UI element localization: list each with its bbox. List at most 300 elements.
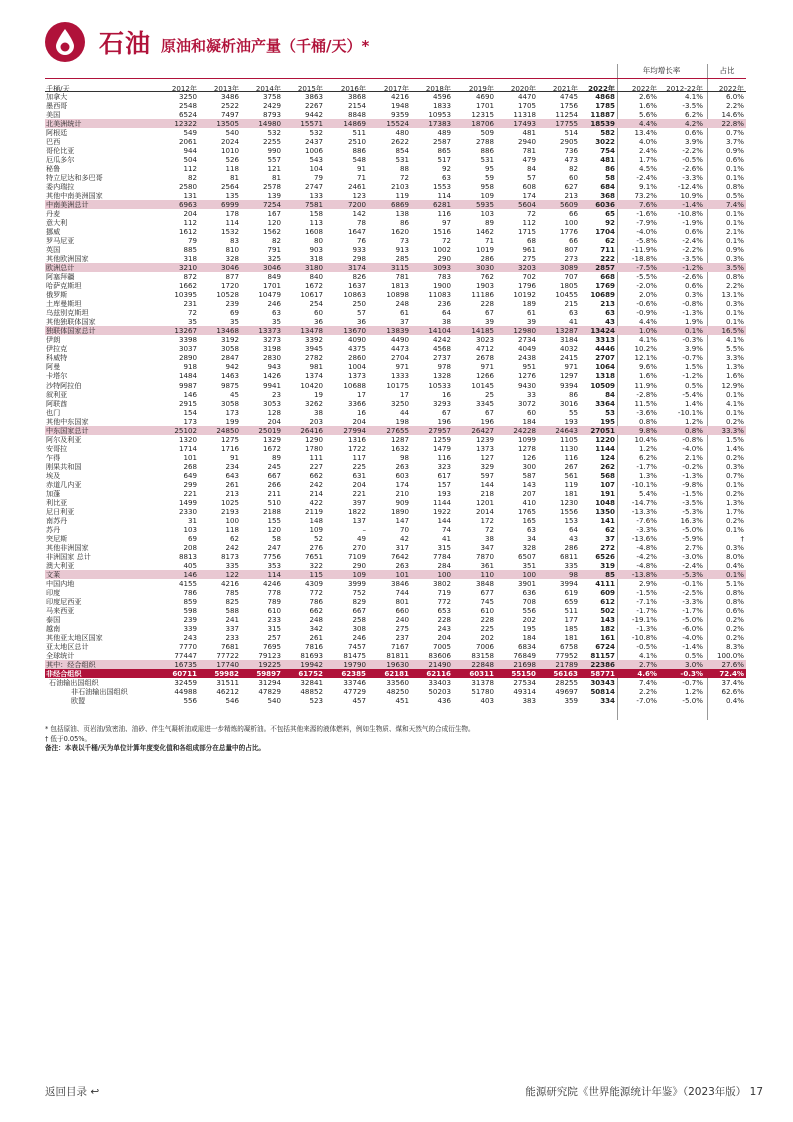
table-cell: 71: [484, 236, 494, 246]
table-cell: 1608: [304, 227, 323, 237]
table-cell: 12322: [174, 119, 197, 129]
table-cell: 2578: [262, 182, 281, 192]
table-cell: 457: [352, 696, 366, 706]
row-label: 欧盟: [71, 696, 86, 706]
table-cell: 19790: [343, 659, 366, 669]
table-cell: 98: [568, 569, 578, 579]
table-cell: 1462: [475, 227, 494, 237]
table-cell: 0.6%: [684, 128, 703, 138]
table-cell: 1922: [432, 506, 451, 516]
table-cell: 2860: [347, 353, 366, 363]
table-cell: 153: [564, 515, 578, 525]
table-cell: 4309: [304, 578, 323, 588]
table-cell: -3.5%: [682, 101, 703, 111]
table-cell: 181: [564, 632, 578, 642]
table-cell: 943: [267, 362, 281, 372]
table-cell: 174: [522, 191, 536, 201]
table-cell: -5.4%: [682, 389, 703, 399]
table-cell: 63: [271, 308, 281, 318]
table-cell: 5604: [517, 200, 536, 210]
table-cell: 636: [522, 587, 536, 597]
table-cell: 1672: [262, 443, 281, 453]
table-cell: 138: [395, 209, 409, 219]
table-cell: 7642: [390, 551, 409, 561]
table-cell: 2415: [559, 353, 578, 363]
table-cell: 4.5%: [638, 164, 657, 174]
table-cell: 242: [309, 479, 323, 489]
table-cell: 0.7%: [725, 470, 744, 480]
row-label: 文莱: [46, 569, 61, 579]
table-cell: 53: [605, 407, 615, 417]
table-cell: -4.0%: [636, 227, 657, 237]
table-cell: 335: [225, 560, 239, 570]
table-row: [45, 462, 746, 471]
table-cell: 1756: [559, 101, 578, 111]
table-cell: 745: [480, 596, 494, 606]
table-cell: 3115: [390, 263, 409, 273]
table-cell: 6811: [559, 551, 578, 561]
table-cell: 0.8%: [684, 425, 703, 435]
table-cell: 8848: [347, 110, 366, 120]
row-label: 非洲国家 总计: [46, 551, 91, 561]
table-cell: 1287: [390, 434, 409, 444]
table-cell: 267: [564, 461, 578, 471]
table-cell: 0.6%: [725, 155, 744, 165]
table-cell: 73.2%: [634, 191, 657, 201]
table-cell: 0.1%: [725, 479, 744, 489]
table-cell: 273: [564, 254, 578, 264]
table-row: [45, 534, 746, 543]
back-to-contents-link[interactable]: 返回目录 ↩: [45, 1086, 100, 1098]
table-cell: -1.5%: [682, 488, 703, 498]
table-cell: 5.5%: [725, 344, 744, 354]
table-cell: -0.8%: [682, 434, 703, 444]
table-cell: 2119: [304, 506, 323, 516]
table-cell: 328: [522, 542, 536, 552]
table-cell: 214: [309, 488, 323, 498]
table-cell: 24228: [513, 425, 536, 435]
table-cell: 69: [229, 308, 239, 318]
table-cell: 143: [522, 479, 536, 489]
table-cell: 1220: [595, 434, 615, 444]
table-cell: 14104: [428, 326, 451, 336]
table-cell: 2522: [220, 101, 239, 111]
table-cell: 63: [441, 173, 451, 183]
table-cell: 3023: [475, 335, 494, 345]
table-cell: 1796: [517, 281, 536, 291]
table-cell: 3846: [390, 578, 409, 588]
table-cell: 8793: [262, 110, 281, 120]
table-cell: 16: [356, 407, 366, 417]
table-cell: 4.6%: [637, 669, 657, 678]
table-cell: 3046: [220, 263, 239, 273]
table-cell: 4690: [475, 92, 494, 101]
table-cell: 79: [313, 173, 323, 183]
table-cell: 548: [352, 155, 366, 165]
table-cell: 7254: [262, 200, 281, 210]
table-cell: 48852: [300, 687, 323, 697]
table-cell: 83158: [471, 650, 494, 660]
table-cell: 250: [352, 299, 366, 309]
table-cell: 886: [352, 146, 366, 156]
table-cell: 257: [267, 632, 281, 642]
table-cell: 347: [480, 542, 494, 552]
table-cell: 233: [267, 614, 281, 624]
table-cell: 0.6%: [684, 227, 703, 237]
table-cell: 225: [352, 461, 366, 471]
row-label: 俄罗斯: [46, 290, 68, 300]
table-cell: 4596: [432, 92, 451, 101]
table-cell: 62: [605, 524, 615, 534]
table-cell: 1769: [595, 281, 615, 291]
table-cell: 139: [267, 191, 281, 201]
table-cell: 52: [313, 533, 323, 543]
table-cell: 6526: [595, 551, 615, 561]
table-cell: 86: [605, 164, 615, 174]
table-cell: 85: [605, 569, 615, 579]
table-cell: 21490: [428, 659, 451, 669]
table-cell: 3262: [304, 398, 323, 408]
table-cell: 598: [183, 605, 197, 615]
table-cell: 1276: [517, 371, 536, 381]
table-cell: 1499: [178, 497, 197, 507]
table-cell: -1.6%: [636, 209, 657, 219]
table-cell: 13.4%: [634, 128, 657, 138]
table-cell: 8.3%: [725, 641, 744, 651]
table-cell: 3313: [595, 335, 615, 345]
table-cell: 1556: [559, 506, 578, 516]
table-cell: 83: [229, 236, 239, 246]
table-cell: 971: [395, 362, 409, 372]
row-label: 罗马尼亚: [46, 236, 75, 246]
table-cell: 2437: [304, 137, 323, 147]
table-cell: 5.1%: [725, 578, 744, 588]
table-cell: -7.9%: [636, 218, 657, 228]
table-cell: 2857: [595, 263, 615, 273]
table-cell: -4.8%: [636, 560, 657, 570]
table-cell: -0.3%: [682, 335, 703, 345]
table-cell: 1479: [432, 443, 451, 453]
table-cell: 7770: [178, 641, 197, 651]
table-cell: 1239: [475, 434, 494, 444]
region-total-row: [45, 200, 746, 209]
table-row: [45, 317, 746, 326]
page-title: 石油: [99, 29, 152, 58]
table-cell: 21789: [555, 659, 578, 669]
table-cell: 10617: [300, 290, 323, 300]
table-cell: 213: [564, 191, 578, 201]
table-cell: 31294: [258, 678, 281, 688]
table-cell: 141: [600, 515, 615, 525]
table-cell: 1.3%: [725, 362, 744, 372]
table-cell: 95: [484, 164, 494, 174]
table-cell: 177: [564, 614, 578, 624]
table-cell: 9430: [517, 380, 536, 390]
table-cell: 18539: [590, 119, 615, 129]
table-cell: -2.6%: [682, 164, 703, 174]
table-cell: 9442: [304, 110, 323, 120]
table-cell: 126: [522, 452, 536, 462]
table-cell: 27655: [386, 425, 409, 435]
table-cell: 1620: [390, 227, 409, 237]
table-cell: 603: [395, 470, 409, 480]
table-cell: 118: [225, 524, 239, 534]
table-cell: 0.1%: [725, 524, 744, 534]
table-cell: 473: [564, 155, 578, 165]
row-label: 伊朗: [46, 335, 61, 345]
table-cell: 285: [395, 254, 409, 264]
table-cell: –: [362, 524, 366, 534]
table-cell: 1805: [559, 281, 578, 291]
table-cell: -10.8%: [677, 209, 703, 219]
table-cell: 422: [309, 497, 323, 507]
table-row: [45, 480, 746, 489]
table-row: [45, 390, 746, 399]
table-row: [45, 696, 746, 705]
table-cell: 290: [352, 560, 366, 570]
table-cell: 3.9%: [684, 344, 703, 354]
table-row: [45, 245, 746, 254]
table-cell: 57: [526, 173, 536, 183]
table-cell: 886: [480, 146, 494, 156]
table-cell: 1463: [220, 371, 239, 381]
table-cell: 479: [522, 155, 536, 165]
table-row: [45, 128, 746, 137]
table-cell: 37: [605, 533, 615, 543]
table-cell: 609: [600, 587, 615, 597]
table-cell: 0.2%: [725, 632, 744, 642]
table-cell: 711: [600, 245, 615, 255]
table-cell: 825: [225, 596, 239, 606]
table-cell: 540: [225, 128, 239, 138]
table-cell: 1780: [304, 443, 323, 453]
table-cell: 3293: [432, 398, 451, 408]
table-cell: 77447: [174, 650, 197, 660]
table-cell: 60: [313, 308, 323, 318]
table-cell: 1716: [220, 443, 239, 453]
table-row: [45, 588, 746, 597]
table-cell: 1350: [595, 506, 615, 516]
table-cell: 204: [352, 416, 366, 426]
table-cell: -0.8%: [682, 299, 703, 309]
table-cell: 86: [399, 218, 409, 228]
table-cell: 323: [437, 461, 451, 471]
table-cell: 266: [267, 479, 281, 489]
table-cell: 13505: [216, 119, 239, 129]
table-cell: 49697: [555, 687, 578, 697]
table-cell: 2890: [178, 353, 197, 363]
table-cell: 0.5%: [684, 650, 703, 660]
table-cell: 7816: [304, 641, 323, 651]
table-cell: 1329: [262, 434, 281, 444]
table-cell: 2915: [178, 398, 197, 408]
table-cell: 708: [522, 596, 536, 606]
table-cell: 4.1%: [725, 335, 744, 345]
table-cell: 60711: [172, 669, 197, 678]
table-cell: 339: [183, 623, 197, 633]
table-cell: -4.8%: [636, 542, 657, 552]
table-cell: 3901: [517, 578, 536, 588]
table-cell: 144: [480, 479, 494, 489]
table-cell: -10.1%: [677, 407, 703, 417]
table-cell: -4.2%: [636, 551, 657, 561]
table-cell: 359: [564, 696, 578, 706]
table-cell: 0.8%: [638, 416, 657, 426]
table-cell: 3053: [262, 398, 281, 408]
table-cell: 588: [225, 605, 239, 615]
row-label: 阿尔及利亚: [46, 434, 82, 444]
table-cell: 3863: [304, 92, 323, 101]
table-cell: 2.4%: [638, 146, 657, 156]
row-label: 千桶/天: [46, 84, 70, 93]
table-cell: 3345: [475, 398, 494, 408]
table-cell: 3.0%: [684, 659, 703, 669]
table-cell: 2510: [347, 137, 366, 147]
table-cell: 1290: [304, 434, 323, 444]
table-cell: 1662: [178, 281, 197, 291]
table-cell: 958: [480, 182, 494, 192]
table-cell: 55: [568, 407, 578, 417]
table-cell: 1.7%: [638, 155, 657, 165]
table-cell: 762: [480, 272, 494, 282]
table-cell: 1822: [347, 506, 366, 516]
table-cell: 10395: [174, 290, 197, 300]
table-cell: 517: [437, 155, 451, 165]
growth-group-header: 年均增长率: [617, 64, 705, 78]
table-cell: 77952: [555, 650, 578, 660]
table-cell: 0.3%: [725, 542, 744, 552]
table-cell: -1.3%: [682, 470, 703, 480]
table-cell: 4216: [390, 92, 409, 101]
table-cell: 1333: [390, 371, 409, 381]
table-cell: 33746: [343, 678, 366, 688]
table-cell: 612: [600, 596, 615, 606]
table-cell: 0.1%: [725, 407, 744, 417]
table-cell: 3203: [517, 263, 536, 273]
table-cell: 2019年: [468, 84, 494, 93]
table-cell: 6036: [595, 200, 615, 210]
table-cell: 1532: [220, 227, 239, 237]
table-cell: 124: [600, 452, 615, 462]
table-cell: 71: [356, 173, 366, 183]
table-cell: 2020年: [510, 84, 536, 93]
table-cell: -1.3%: [636, 623, 657, 633]
table-cell: 116: [437, 209, 451, 219]
row-label: 全球统计: [46, 650, 75, 660]
table-cell: 1701: [475, 101, 494, 111]
table-cell: 84: [605, 389, 615, 399]
table-cell: 202: [522, 614, 536, 624]
table-cell: 27.6%: [721, 659, 744, 669]
table-cell: 353: [267, 560, 281, 570]
table-cell: 510: [267, 497, 281, 507]
row-label: 厄瓜多尔: [46, 155, 75, 165]
table-cell: 786: [183, 587, 197, 597]
table-cell: 13287: [555, 326, 578, 336]
table-cell: 66: [568, 209, 578, 219]
table-cell: 1297: [559, 371, 578, 381]
table-cell: 68: [526, 236, 536, 246]
table-header-row: [45, 78, 746, 92]
table-cell: -0.5%: [636, 641, 657, 651]
table-cell: 778: [267, 587, 281, 597]
table-cell: 1903: [475, 281, 494, 291]
table-cell: 39: [526, 317, 536, 327]
table-cell: -4.0%: [682, 632, 703, 642]
table-cell: 10145: [471, 380, 494, 390]
table-cell: 25: [484, 389, 494, 399]
table-row: [45, 191, 746, 200]
table-cell: 2782: [304, 353, 323, 363]
table-cell: 246: [267, 299, 281, 309]
table-cell: 100: [225, 515, 239, 525]
table-cell: 154: [183, 407, 197, 417]
table-cell: 4473: [390, 344, 409, 354]
table-cell: 631: [352, 470, 366, 480]
table-cell: 2.9%: [638, 578, 657, 588]
table-cell: 12315: [471, 110, 494, 120]
table-cell: 1.2%: [684, 687, 703, 697]
table-cell: 204: [183, 209, 197, 219]
table-cell: 185: [564, 623, 578, 633]
table-cell: 122: [225, 569, 239, 579]
table-cell: 913: [395, 245, 409, 255]
table-cell: 2330: [178, 506, 197, 516]
table-row: [45, 164, 746, 173]
table-cell: 489: [437, 128, 451, 138]
table-cell: -0.1%: [682, 578, 703, 588]
table-row: [45, 579, 746, 588]
table-cell: -1.5%: [636, 587, 657, 597]
table-cell: 810: [225, 245, 239, 255]
table-cell: 3250: [178, 92, 197, 101]
table-cell: 0.1%: [725, 209, 744, 219]
table-cell: 1948: [390, 101, 409, 111]
table-cell: 1.3%: [725, 497, 744, 507]
region-total-row: [45, 119, 746, 128]
table-cell: 4032: [559, 344, 578, 354]
table-cell: 801: [395, 596, 409, 606]
row-label: 加拿大: [46, 92, 68, 101]
table-cell: 215: [564, 299, 578, 309]
table-cell: 719: [437, 587, 451, 597]
table-cell: 18706: [471, 119, 494, 129]
table-cell: 245: [267, 461, 281, 471]
table-cell: 241: [225, 614, 239, 624]
table-cell: 0.1%: [725, 308, 744, 318]
table-cell: 361: [480, 560, 494, 570]
row-label: 南苏丹: [46, 515, 68, 525]
table-row: [45, 308, 746, 317]
table-cell: 807: [564, 245, 578, 255]
row-label: 泰国: [46, 614, 61, 624]
table-cell: 4.2%: [684, 119, 703, 129]
table-cell: 3058: [220, 344, 239, 354]
region-total-row: [45, 426, 746, 435]
table-cell: 63: [526, 524, 536, 534]
table-cell: 7457: [347, 641, 366, 651]
table-cell: 5609: [559, 200, 578, 210]
table-cell: 2013年: [213, 84, 239, 93]
table-cell: 35: [187, 317, 197, 327]
table-cell: 1.4%: [684, 398, 703, 408]
table-cell: 98: [399, 452, 409, 462]
table-cell: 100.0%: [716, 650, 744, 660]
table-row: [45, 110, 746, 119]
table-cell: 72: [526, 209, 536, 219]
table-cell: 7497: [220, 110, 239, 120]
table-cell: 174: [395, 479, 409, 489]
